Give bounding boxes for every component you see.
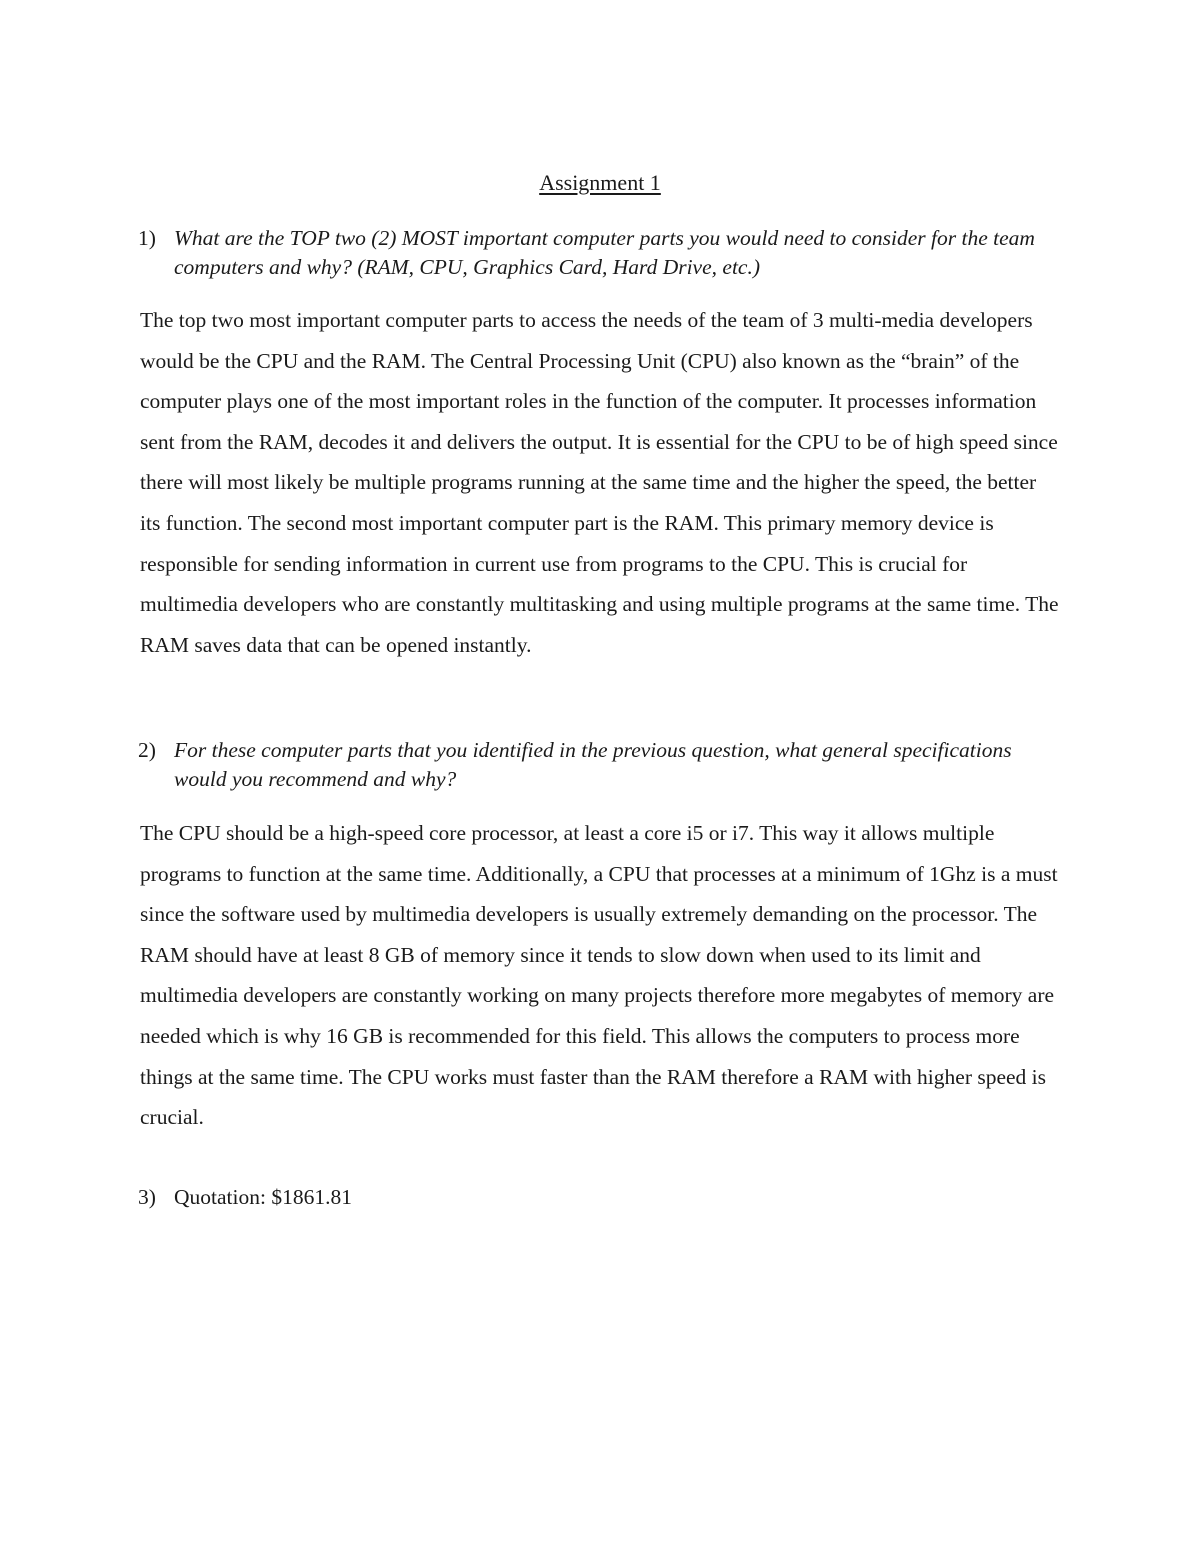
document-title: Assignment 1: [539, 170, 661, 195]
question-2: [138, 736, 1054, 794]
question-2-number: 2): [138, 738, 156, 762]
answer-2: The CPU should be a high-speed core processor, at least a core i5 or i7. This way it allows multiple programs to function at the same time. Additionally, a CPU that processes at a minimum of 1Ghz is a must since the software used by multimedia developers is usually extremely demanding on the processor. The RAM should have at least 8 GB of memory since it tends to slow down when used to its limit and multimedia developers are constantly working on many projects therefore more megabytes of memory are needed which is why 16 GB is recommended for this field. This allows the computers to process more things at the same time. The CPU works must faster than the RAM therefore a RAM with higher speed is crucial.: [140, 821, 1058, 1130]
answer-1: The top two most important computer parts to access the needs of the team of 3 multi-media developers would be the CPU and the RAM. The Central Processing Unit (CPU) also known as the “brain” of the computer plays one of the most important roles in the function of the computer. It processes information sent from the RAM, decodes it and delivers the output. It is essential for the CPU to be of high speed since there will most likely be multiple programs running at the same time and the higher the speed, the better its function. The second most important computer part is the RAM. This primary memory device is responsible for sending information in current use from programs to the CPU. This is crucial for multimedia developers who are constantly multitasking and using multiple programs at the same time. The RAM saves data that can be opened instantly.: [140, 308, 1059, 657]
question-1-number: 1): [138, 226, 156, 250]
quotation-text: Quotation: $1861.81: [174, 1185, 352, 1209]
question-3: [138, 1183, 1054, 1212]
question-1-text: What are the TOP two (2) MOST important computer parts you would need to consider for the team computers and why? (RAM, CPU, Graphics Card, Hard Drive, etc.): [174, 226, 1035, 279]
question-2-text: For these computer parts that you identified in the previous question, what general specifications would you recommend and why?: [174, 738, 1012, 791]
question-1: [138, 224, 1054, 282]
question-3-number: 3): [138, 1185, 156, 1209]
